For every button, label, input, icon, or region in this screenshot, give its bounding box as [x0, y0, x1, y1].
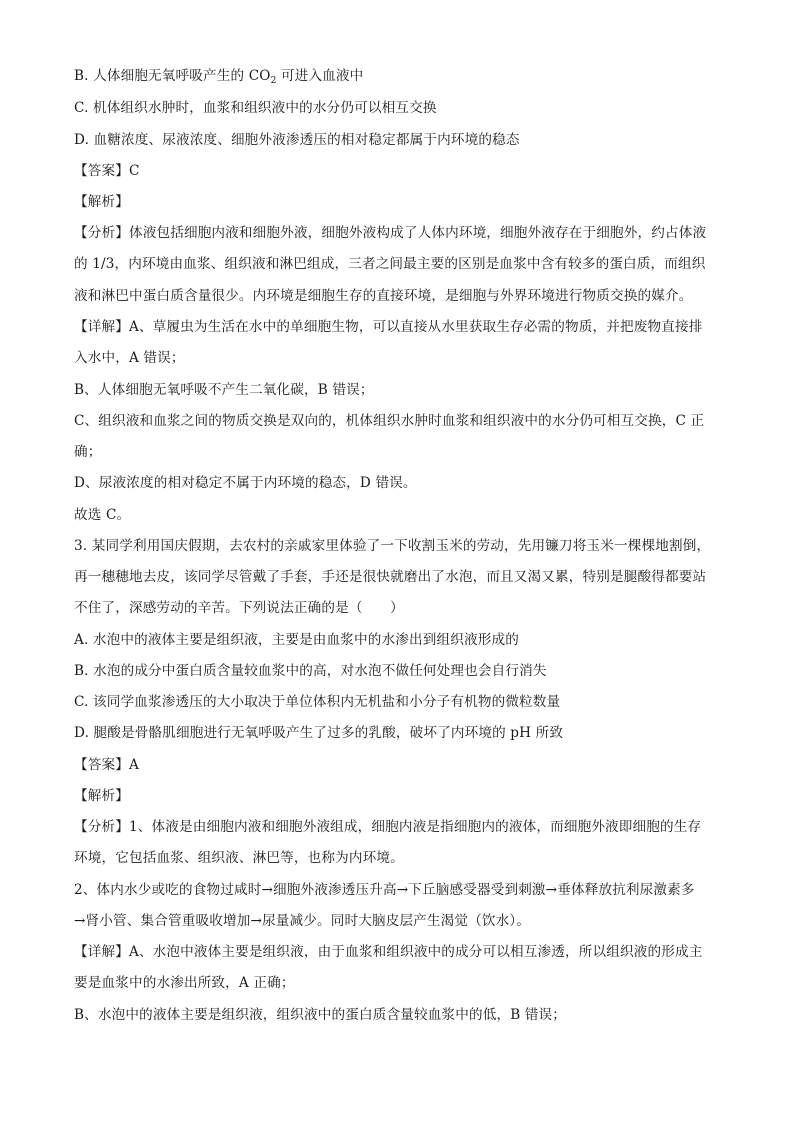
q3-fenxi-line-1: 【分析】1、体液是由细胞内液和细胞外液组成，细胞内液是指细胞内的液体，而细胞外液即细胞的生存 [74, 819, 702, 835]
q3-option-a: A. 水泡中的液体主要是组织液，主要是由血浆中的水渗出到组织液形成的 [74, 632, 519, 648]
q2-option-d: D. 血糖浓度、尿液浓度、细胞外液渗透压的相对稳定都属于内环境的稳态 [74, 132, 520, 148]
q3-fenxi-line-3: 2、体内水少或吃的食物过咸时→细胞外液渗透压升高→下丘脑感受器受到刺激→垂体释放抗利尿激素多 [74, 882, 695, 898]
q2-conclusion: 故选 C。 [74, 507, 131, 523]
q3-option-c: C. 该同学血浆渗透压的大小取决于单位体积内无机盐和小分子有机物的微粒数量 [74, 694, 561, 710]
q2-answer: 【答案】C [74, 163, 140, 179]
q3-option-d: D. 腿酸是骨骼肌细胞进行无氧呼吸产生了过多的乳酸，破坏了内环境的 pH 所致 [74, 725, 564, 741]
q2-xiangjie-c-line-1: C、组织液和血浆之间的物质交换是双向的，机体组织水肿时血浆和组织液中的水分仍可相互交换，C 正 [74, 413, 705, 429]
q3-analysis-label: 【解析】 [74, 788, 129, 804]
q3-stem-line-2: 再一穗穗地去皮，该同学尽管戴了手套，手还是很快就磨出了水泡，而且又渴又累，特别是腿酸得都要站 [74, 569, 707, 585]
q3-option-b: B. 水泡的成分中蛋白质含量较血浆中的高，对水泡不做任何处理也会自行消失 [74, 663, 547, 679]
q2-xiangjie-c-line-2: 确； [74, 444, 102, 460]
q2-fenxi-line-3: 液和淋巴中蛋白质含量很少。内环境是细胞生存的直接环境，是细胞与外界环境进行物质交换的媒介。 [74, 288, 693, 304]
q2-fenxi-line-2: 的 1/3，内环境由血浆、组织液和淋巴组成，三者之间最主要的区别是血浆中含有较多的蛋白质，而组织 [74, 256, 706, 272]
q2-option-c: C. 机体组织水肿时，血浆和组织液中的水分仍可以相互交换 [74, 100, 437, 116]
q3-xiangjie-b: B、水泡中的液体主要是组织液，组织液中的蛋白质含量较血浆中的低，B 错误； [74, 1007, 567, 1023]
q3-fenxi-line-4: →肾小管、集合管重吸收增加→尿量减少。同时大脑皮层产生渴觉（饮水）。 [74, 913, 531, 929]
q3-answer: 【答案】A [74, 757, 139, 773]
q2-xiangjie-line-2: 入水中，A 错误； [74, 350, 185, 366]
q3-stem-line-1: 3. 某同学利用国庆假期，去农村的亲戚家里体验了一下收割玉米的劳动，先用镰刀将玉米一棵棵地割倒， [74, 538, 711, 554]
q3-stem-line-3: 不住了，深感劳动的辛苦。下列说法正确的是（ ） [74, 600, 404, 616]
q2-xiangjie-line-1: 【详解】A、草履虫为生活在水中的单细胞生物，可以直接从水里获取生存必需的物质，并把废物直接排 [74, 319, 703, 335]
q2-option-b-subscript: 2 [270, 76, 277, 86]
q2-option-b-text: B. 人体细胞无氧呼吸产生的 CO [74, 68, 271, 84]
q3-xiangjie-line-1: 【详解】A、水泡中液体主要是组织液，由于血浆和组织液中的成分可以相互渗透，所以组织液的形成主 [74, 944, 703, 960]
q3-xiangjie-line-2: 要是血浆中的水渗出所致，A 正确； [74, 975, 295, 991]
q2-xiangjie-b: B、人体细胞无氧呼吸不产生二氧化碳，B 错误； [74, 382, 374, 398]
q2-analysis-label: 【解析】 [74, 194, 129, 210]
q2-fenxi-line-1: 【分析】体液包括细胞内液和细胞外液，细胞外液构成了人体内环境，细胞外液存在于细胞外，约占体液 [74, 225, 707, 241]
q2-option-b [74, 66, 724, 86]
q2-option-b-text-end: 可进入血液中 [276, 68, 364, 84]
q3-fenxi-line-2: 环境，它包括血浆、组织液、淋巴等，也称为内环境。 [74, 850, 404, 866]
q2-xiangjie-d: D、尿液浓度的相对稳定不属于内环境的稳态，D 错误。 [74, 475, 417, 491]
